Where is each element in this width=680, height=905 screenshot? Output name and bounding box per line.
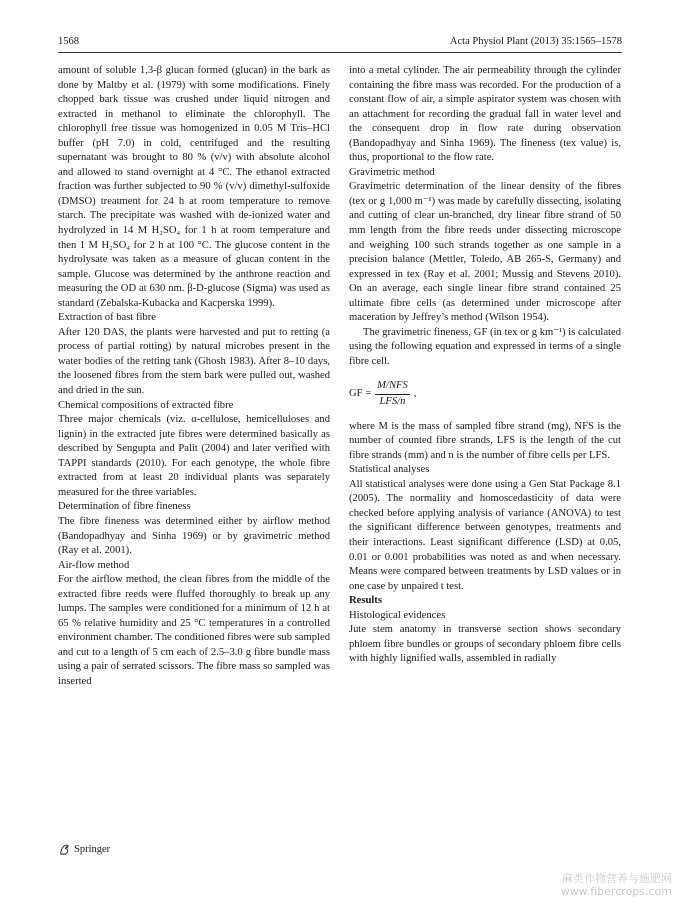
equation-numerator: M/NFS [375, 379, 410, 395]
heading-airflow: Air-flow method [58, 559, 130, 571]
paragraph-histological: Jute stem anatomy in transverse section shows secondary phloem fibre bundles or groups of secondary phloem fibre cells with highly lignified walls, assembled in radially [349, 624, 621, 665]
equation-gf [349, 379, 621, 409]
heading-chemical: Chemical compositions of extracted fibre [58, 399, 234, 411]
right-column [349, 64, 621, 667]
header-rule [58, 52, 622, 53]
heading-gravimetric: Gravimetric method [349, 166, 435, 178]
paragraph-chemical: Three major chemicals (viz. α-cellulose, hemicelluloses and lignin) in the extracted jute fibres were determined basically as described by Sengupta and Palit (2004) and later verified with TAPPI standards (2010). For each genotype, the whole fibre extracted from at least 20 individual plants was separately measured for the three variables. [58, 414, 330, 498]
journal-citation: Acta Physiol Plant (2013) 35:1565–1578 [449, 36, 622, 47]
paragraph-equation-legend: where M is the mass of sampled fibre strand (mg), NFS is the number of counted fibre strands, LFS is the length of the cut fibre strands (mm) and n is the number of fibre cells per LFS. [349, 420, 621, 461]
paragraph-airflow: For the airflow method, the clean fibres from the middle of the extracted fibre reeds were fluffed thoroughly to break up any lumps. The samples were conditioned for a minimum of 12 h at 65 % relative humidity and 25 °C temperatures in a controlled environment chamber. The conditioned fibres were sub sampled and cut to a length of 5 cm each of 2.5–3.0 g fibre bundle mass using a pair of serrated scissors. The fibre mass so sampled was inserted [58, 574, 330, 687]
paragraph-gravimetric-fineness: The gravimetric fineness, GF (in tex or g km⁻¹) is calculated using the following equation and expressed in terms of a single fibre cell. [349, 326, 621, 367]
equation-denominator: LFS/n [379, 396, 406, 408]
springer-horse-icon [58, 843, 71, 856]
paragraph-gravimetric: Gravimetric determination of the linear density of the fibres (tex or g 1,000 m⁻¹) was made by carefully dissecting, isolating and cutting of clear un-branched, dry linear fibre strand of 50 mm length from the fibre reeds under dissecting microscope and weighing 100 such strands together as one sample in a precision balance (Mettler, Toledo, AB 265-S, Germany) and expressed in tex (Ray et al. 2001; Mussig and Stevens 2010). On an average, each single linear fibre strand contained 25 ultimate fibre cells (as determined under microscope after maceration by Jeffrey’s method (Wilson 1954). [349, 181, 621, 324]
springer-label: Springer [74, 844, 111, 855]
equation-tail: , [413, 388, 417, 400]
paragraph-airflow-cont: into a metal cylinder. The air permeability through the cylinder containing the fibre mass was recorded. For the production of a constant flow of air, a simple aspirator system was chosen with an attachment for recording the gradual fall in water level and the consequent drop in flow rate during observation (Bandopadhyay and Sinha 1969). The fineness (tex value) is, thus, proportional to the flow rate. [349, 65, 621, 164]
paragraph-statistical: All statistical analyses were done using a Gen Stat Package 8.1 (2005). The normality and homoscedasticity of data were checked before applying analysis of variance (ANOVA) to test the significant difference between genotypes, treatments and their interactions. Least significant difference (LSD) at 0.05, 0.01 or 0.001 probabilities was noted as and when necessary. Means were compared between treatments by LSD values or in one case by unpaired t test. [349, 478, 621, 592]
page-number: 1568 [58, 36, 79, 47]
equation-fraction [375, 379, 410, 409]
equation-lhs: GF = [349, 388, 372, 400]
watermark-line1: 麻类作物营养与施肥网 [562, 872, 672, 885]
footer-publisher [58, 843, 110, 856]
watermark [561, 872, 672, 898]
heading-fineness: Determination of fibre fineness [58, 501, 191, 513]
heading-statistical: Statistical analyses [349, 464, 430, 476]
paragraph-extraction: After 120 DAS, the plants were harvested and put to retting (a process of partial rotting) by natural microbes present in the water bodies of the retting tank (Ghosh 1983). After 8–10 days, the loosened fibres from the stem bark were pulled out, washed and dried in the sun. [58, 326, 330, 397]
left-column [58, 64, 330, 690]
paragraph-glucan-method: amount of soluble 1,3-β glucan formed (glucan) in the bark as done by Maltby et al. (1979) with some modifications. Finely chopped bark tissue was crushed under liquid nitrogen and extracted in methanol to eliminate the chlorophyll. The chlorophyll free tissue was homogenized in 0.05 M Tris–HCl buffer (pH 7.0) in cold, centrifuged and the resulting supernatant was brought to 80 % (v/v) with absolute alcohol and allowed to stand overnight at 4 °C. The ethanol extracted fraction was further subjected to 90 % (v/v) dimethyl-sulfoxide (DMSO) treatment for 24 h at room temperature to remove starch. The precipitate was washed with de-ionized water and hydrolyzed in 14 M H₂SO₄ for 1 h at room temperature and then 1 M H₂SO₄ for 2 h at 100 °C. The glucose content in the hydrolysate was taken as a measure of glucan content in the sample. Glucose was determined by the anthrone reaction and measuring the OD at 630 nm. β-D-glucose (Sigma) was used as standard (Zebalska-Kubacka and Kacperska 1999). [58, 65, 330, 309]
heading-results: Results [349, 595, 382, 607]
paragraph-fineness: The fibre fineness was determined either by airflow method (Bandopadhyay and Sinha 1969) or by gravimetric method (Ray et al. 2001). [58, 515, 330, 557]
heading-extraction: Extraction of bast fibre [58, 312, 156, 324]
watermark-line2: www.fibercrops.com [560, 885, 672, 898]
heading-histological: Histological evidences [349, 609, 446, 621]
